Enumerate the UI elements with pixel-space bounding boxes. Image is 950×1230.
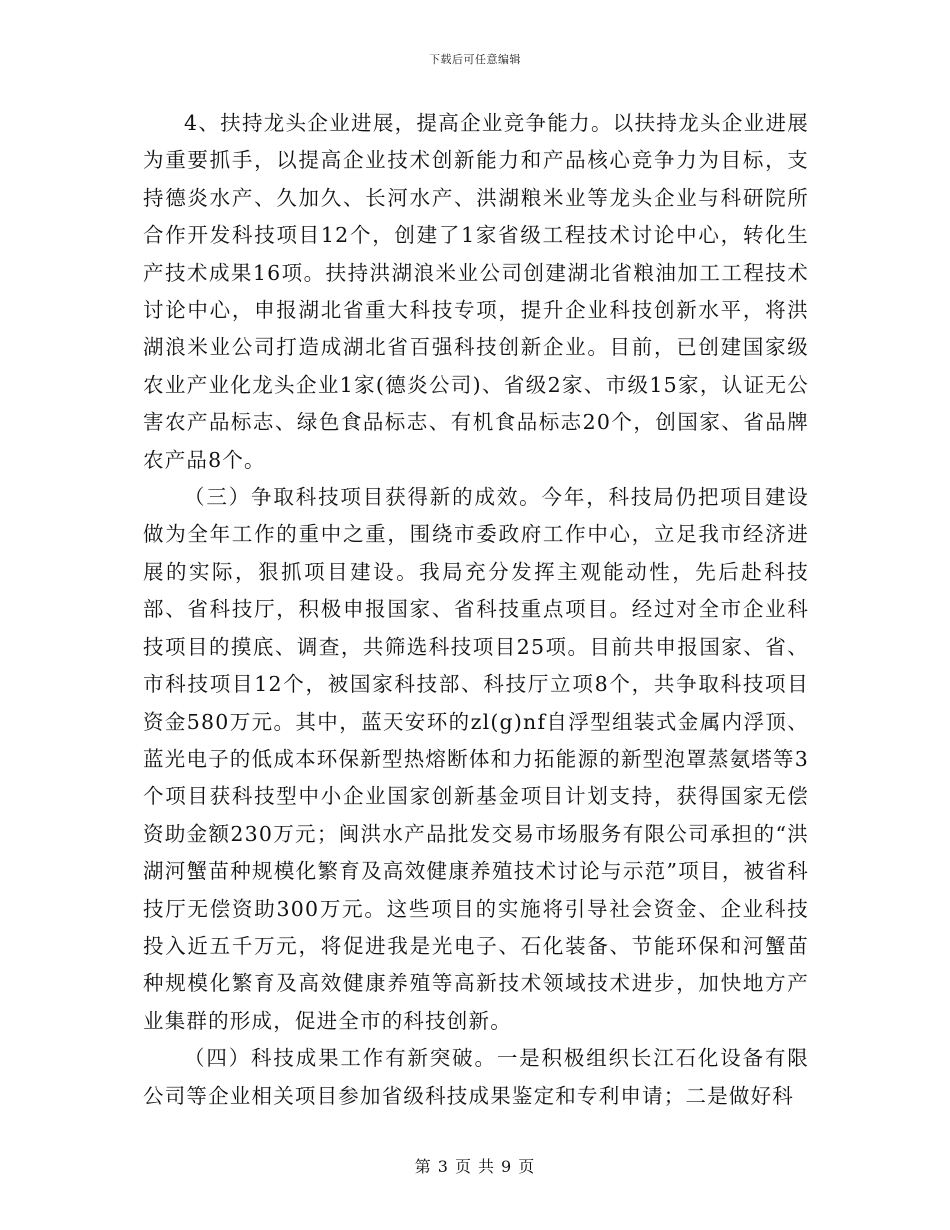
page-header-note: 下载后可任意编辑 — [429, 53, 521, 66]
paragraph-dragon-head-enterprises: 4、扶持龙头企业进展，提高企业竞争能力。以扶持龙头企业进展为重要抓手，以提高企业技术创新能力和产品核心竞争力为目标，支持德炎水产、久加久、长河水产、洪湖粮米业等龙头企业与科研院所合作开发科技项目12个，创建了1家省级工程技术讨论中心，转化生产技术成果16项。扶持洪湖浪米业公司创建湖北省粮油加工工程技术讨论中心，申报湖北省重大科技专项，提升企业科技创新水平，将洪湖浪米业公司打造成湖北省百强科技创新企业。目前，已创建国家级农业产业化龙头企业1家(德炎公司)、省级2家、市级15家，认证无公害农产品标志、绿色食品标志、有机食品标志20个，创国家、省品牌农产品8个。 — [143, 111, 809, 472]
footer-label-ye: 页 — [454, 1157, 472, 1176]
footer-label-di: 第 — [414, 1157, 432, 1176]
document-body — [143, 105, 809, 1115]
footer-current-page: 3 — [437, 1157, 449, 1176]
page-footer — [0, 1154, 950, 1177]
footer-total-pages: 9 — [501, 1157, 513, 1176]
paragraph-science-projects: （三）争取科技项目获得新的成效。今年，科技局仍把项目建设做为全年工作的重中之重，围绕市委政府工作中心，立足我市经济进展的实际，狠抓项目建设。我局充分发挥主观能动性，先后赴科技部、省科技厅，积极申报国家、省科技重点项目。经过对全市企业科技项目的摸底、调查，共筛选科技项目25项。目前共申报国家、省、市科技项目12个，被国家科技部、科技厅立项8个，共争取科技项目资金580万元。其中，蓝天安环的zl(g)nf自浮型组装式金属内浮顶、蓝光电子的低成本环保新型热熔断体和力拓能源的新型泡罩蒸氨塔等3个项目获科技型中小企业国家创新基金项目计划支持，获得国家无偿资助金额230万元；闽洪水产品批发交易市场服务有限公司承担的“洪湖河蟹苗种规模化繁育及高效健康养殖技术讨论与示范”项目，被省科技厅无偿资助300万元。这些项目的实施将引导社会资金、企业科技投入近五千万元，将促进我是光电子、石化装备、节能环保和河蟹苗种规模化繁育及高效健康养殖等高新技术领域技术进步，加快地方产业集群的形成，促进全市的科技创新。 — [143, 485, 809, 1033]
footer-label-gong: 共 — [478, 1157, 496, 1176]
footer-label-ye-2: 页 — [518, 1157, 536, 1176]
paragraph-science-achievements: （四）科技成果工作有新突破。一是积极组织长江石化设备有限公司等企业相关项目参加省级科技成果鉴定和专利申请；二是做好科 — [143, 1046, 809, 1108]
